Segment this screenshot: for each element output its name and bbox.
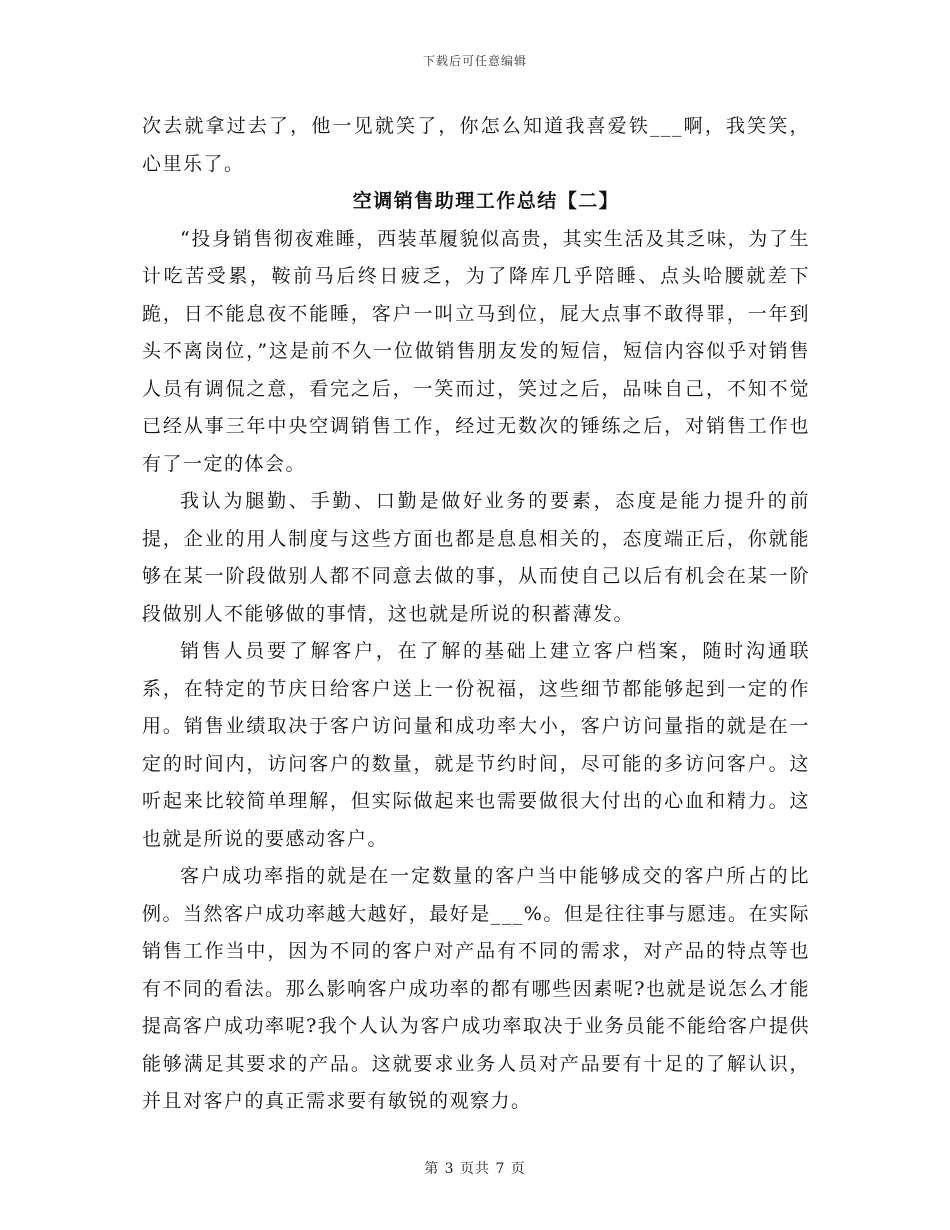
paragraph-1: “投身销售彻夜难睡，西装革履貌似高贵，其实生活及其乏味，为了生计吃苦受累，鞍前马后终日疲乏，为了降库几乎陪睡、点头哈腰就差下跪，日不能息夜不能睡，客户一叫立马到位，屁大点事不敢得罪，一年到头不离岗位，”这是前不久一位做销售朋友发的短信，短信内容似乎对销售人员有调侃之意，看完之后，一笑而过，笑过之后，品味自己，不知不觉已经从事三年中央空调销售工作，经过无数次的锤练之后，对销售工作也有了一定的体会。 [142, 227, 810, 475]
page-footer: 第 3 页共 7 页 [424, 1161, 526, 1177]
document-body [142, 108, 810, 1121]
section-title: 空调销售助理工作总结【二】 [352, 190, 620, 212]
lead-paragraph: 次去就拿过去了，他一见就笑了，你怎么知道我喜爱铁___啊，我笑笑，心里乐了。 [142, 115, 810, 175]
paragraph-2: 我认为腿勤、手勤、口勤是做好业务的要素，态度是能力提升的前提，企业的用人制度与这些方面也都是息息相关的，态度端正后，你就能够在某一阶段做别人都不同意去做的事，从而使自己以后有机会在某一阶段做别人不能够做的事情，这也就是所说的积蓄薄发。 [142, 490, 810, 625]
page-header: 下载后可任意编辑 [422, 54, 527, 68]
paragraph-4: 客户成功率指的就是在一定数量的客户当中能够成交的客户所占的比例。当然客户成功率越大越好，最好是___%。但是往往事与愿违。在实际销售工作当中，因为不同的客户对产品有不同的需求，对产品的特点等也有不同的看法。那么影响客户成功率的都有哪些因素呢?也就是说怎么才能提高客户成功率呢?我个人认为客户成功率取决于业务员能不能给客户提供能够满足其要求的产品。这就要求业务人员对产品要有十足的了解认识，并且对客户的真正需求要有敏锐的观察力。 [142, 865, 810, 1112]
paragraph-3: 销售人员要了解客户，在了解的基础上建立客户档案，随时沟通联系，在特定的节庆日给客户送上一份祝福，这些细节都能够起到一定的作用。销售业绩取决于客户访问量和成功率大小，客户访问量指的就是在一定的时间内，访问客户的数量，就是节约时间，尽可能的多访问客户。这听起来比较简单理解，但实际做起来也需要做很大付出的心血和精力。这也就是所说的要感动客户。 [142, 640, 810, 850]
